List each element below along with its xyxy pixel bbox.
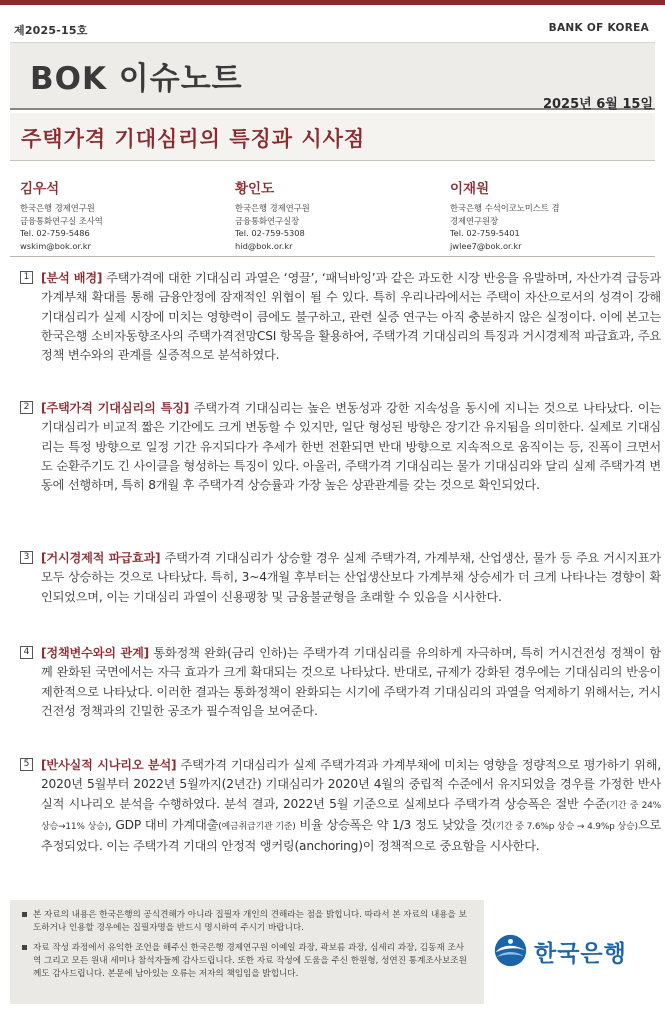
section-number: 5 — [20, 758, 33, 771]
author-affiliation: 한국은행 경제연구원 — [235, 203, 310, 213]
publication-date: 2025년 6월 15일 — [542, 97, 653, 112]
section-body — [41, 549, 661, 607]
bank-of-korea-logo — [494, 932, 644, 972]
section-heading: [거시경제적 파급효과] — [41, 551, 161, 565]
author-name: 이재원 — [450, 181, 490, 197]
report-title-bar — [10, 113, 655, 161]
author-position: 금융통화연구실 조사역 — [20, 215, 103, 226]
author-affiliation: 한국은행 수석이코노미스트 겸 — [450, 203, 560, 213]
section-body — [41, 269, 661, 365]
bullet-icon — [22, 912, 27, 917]
footnote-text: 본 자료의 내용은 한국은행의 공식견해가 아니라 집필자 개인의 견해라는 점을 밝힙니다. 따라서 본 자료의 내용을 보도하거나 인용할 경우에는 집필자명을 반드시 명시하여 주시기 바랍니다. — [33, 910, 467, 933]
section-text: 주택가격 기대심리가 상승할 경우 실제 주택가격, 가계부채, 산업생산, 물가 등 주요 거시지표가 모두 상승하는 것으로 나타났다. 특히, 3~4개월 후부터는 산업생산보다 가계부채 상승세가 더 크게 나타나는 경향이 확인되었으며, 이는 기대심리 과열이 신용팽창 및 금융불균형을 초래할 수 있음을 시사한다. — [41, 551, 661, 604]
author-email[interactable]: wskim@bok.or.kr — [20, 240, 91, 251]
section-text: 비율 상승폭은 약 1/3 정도 낮았을 것 — [295, 817, 493, 832]
author-card — [450, 177, 660, 252]
section-text: 으로 추정되었다. 이는 주택가격 기대의 안정적 앵커링(anchoring)이 정책적으로 중요함을 시사한다. — [41, 817, 662, 854]
author-name: 황인도 — [235, 181, 275, 197]
author-position: 금융통화연구실장 — [235, 215, 300, 226]
section-body — [41, 756, 661, 856]
section-heading: [주택가격 기대심리의 특징] — [41, 401, 190, 415]
bank-of-korea-emblem-icon — [494, 934, 527, 967]
section-number: 4 — [20, 646, 33, 659]
section-heading: [반사실적 시나리오 분석] — [41, 758, 177, 772]
footnote — [22, 942, 472, 980]
series-title: BOK 이슈노트 — [30, 61, 243, 97]
author-email[interactable]: jwlee7@bok.or.kr — [450, 240, 522, 251]
footnote-text: 자료 작성 과정에서 유익한 조언을 해주신 한국은행 경제연구원 이예일 과장, 곽보름 과장, 심세리 과장, 김동재 조사역 그리고 모든 원내 세미나 참석자들께 감사드립니다. 또한 자료 작성에 도움을 주신 한원형, 성연진 통계조사보조원께도 감사드립니다. 본문에 남아있는 오류는 저자의 책임임을 밝힙니다. — [33, 943, 467, 979]
section-text: 통화정책 완화(금리 인하)는 주택가격 기대심리를 유의하게 자극하며, 특히 거시건전성 정책이 함께 완화된 국면에서는 자극 효과가 크게 확대되는 것으로 나타났다. 반대로, 규제가 강화된 경우에는 기대심리의 반응이 제한적으로 나타났다. 이러한 결과는 통화정책이 완화되는 시기에 주택가격 기대심리의 과열을 억제하기 위해서는, 거시건전성 정책과의 긴밀한 공조가 필수적임을 보여준다. — [41, 646, 661, 718]
author-phone: Tel. 02-759-5401 — [450, 228, 520, 239]
author-name: 김우석 — [20, 181, 60, 197]
section-body — [41, 644, 661, 721]
section-number: 1 — [20, 271, 33, 284]
author-email[interactable]: hid@bok.or.kr — [235, 240, 293, 251]
footnote-box — [10, 900, 484, 1004]
author-affiliation: 한국은행 경제연구원 — [20, 203, 95, 213]
section-number: 3 — [20, 551, 33, 564]
issue-number: 제2025-15호 — [14, 24, 88, 37]
masthead-banner — [10, 42, 655, 110]
section-text: 주택가격에 대한 기대심리 과열은 ‘영끌’, ‘패닉바잉’과 같은 과도한 시장 반응을 유발하며, 자산가격 급등과 가계부채 확대를 통해 금융안정에 잠재적인 위협이 될 수 있다. 특히 우리나라에서는 주택이 자산으로서의 성격이 강해 기대심리가 실제 시장에 미치는 영향력이 큼에도 불구하고, 관련 실증 연구는 아직 충분하지 않은 실정이다. 이에 본고는 한국은행 소비자동향조사의 주택가격전망CSI 항목을 활용하여, 주택가격 기대심리의 특징과 거시경제적 파급효과, 주요 정책 변수와의 관계를 실증적으로 분석하였다. — [41, 271, 661, 363]
footnote — [22, 909, 472, 935]
author-card — [235, 177, 445, 252]
author-card — [20, 177, 230, 252]
section-text: , GDP 대비 가계대출 — [107, 817, 219, 832]
section-aside: (예금취급기관 기준) — [218, 821, 296, 832]
section-heading: [정책변수와의 관계] — [41, 646, 150, 660]
divider — [10, 256, 655, 257]
author-phone: Tel. 02-759-5308 — [235, 228, 305, 239]
publisher-name: BANK OF KOREA — [548, 22, 649, 34]
section-text: 주택가격 기대심리는 높은 변동성과 강한 지속성을 동시에 지니는 것으로 나타났다. 이는 기대심리가 비교적 짧은 기간에도 크게 변동할 수 있지만, 일단 형성된 방향은 장기간 유지됨을 의미한다. 실제로 기대심리는 특정 방향으로 일정 기간 유지되다가 추세가 한번 전환되면 반대 방향으로 지속적으로 움직이는 등, 진폭이 크면서도 순환주기도 긴 사이클을 형성하는 특징이 있다. 아울러, 주택가격 기대심리는 물가 기대심리와 달리 실제 주택가격 변동에 선행하며, 특히 8개월 후 주택가격 상승률과 가장 높은 상관관계를 갖는 것으로 확인되었다. — [41, 401, 661, 493]
author-phone: Tel. 02-759-5486 — [20, 228, 90, 239]
section-number: 2 — [20, 401, 33, 414]
report-title: 주택가격 기대심리의 특징과 시사점 — [21, 127, 366, 151]
author-position: 경제연구원장 — [450, 215, 499, 226]
section-body — [41, 399, 661, 495]
top-accent-line — [0, 0, 665, 5]
section-text: 주택가격 기대심리가 실제 주택가격과 가계부채에 미치는 영향을 정량적으로 평가하기 위해, 2020년 5월부터 2022년 5월까지(2년간) 기대심리가 2020년 4월의 중립적 수준에서 유지되었을 경우를 가정한 반사실적 시나리오 분석을 수행하였다. 분석 결과, 2022년 5월 기준으로 실제보다 주택가격 상승폭은 절반 수준 — [41, 758, 661, 811]
section-aside: (기간 중 7.6%p 상승 → 4.9%p 상승) — [492, 821, 638, 832]
section-heading: [분석 배경] — [41, 271, 103, 285]
section-aside: (기간 중 24% 상승→11% 상승) — [41, 800, 661, 832]
logo-wordmark: 한국은행 — [534, 941, 627, 967]
bullet-icon — [22, 945, 27, 950]
